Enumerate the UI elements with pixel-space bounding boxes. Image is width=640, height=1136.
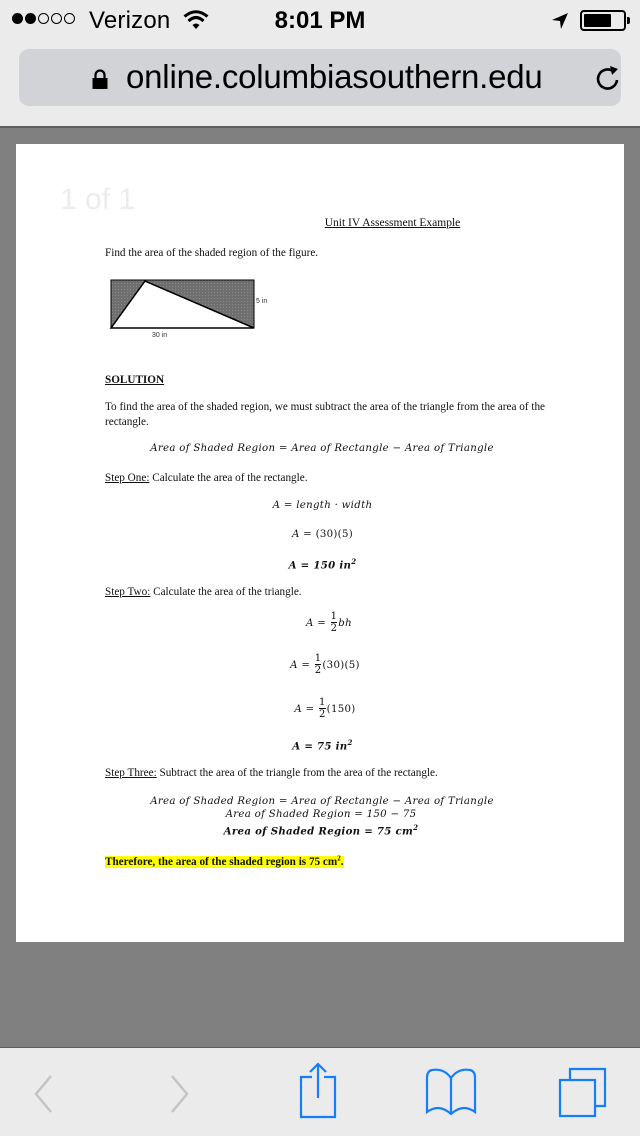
bookmarks-button[interactable]	[420, 1048, 480, 1136]
rect-area-result	[16, 557, 624, 571]
browser-toolbar	[0, 1047, 640, 1136]
step-one-label: Step One:	[105, 472, 150, 484]
tabs-icon	[557, 1066, 609, 1122]
problem-prompt: Find the area of the shaded region of the figure.	[105, 247, 319, 259]
eq-lhs: A = 150	[288, 559, 340, 572]
fraction-one-half: $\frac{1}{2}$	[330, 611, 338, 634]
solution-heading: SOLUTION	[105, 374, 165, 386]
eq-lhs: Area of Shaded Region = 75	[223, 825, 396, 838]
location-arrow-icon	[550, 11, 570, 31]
fraction-one-half: $\frac{1}{2}$	[314, 653, 322, 676]
eq-rhs: bh	[338, 618, 352, 629]
eq-exponent: 2	[351, 557, 357, 566]
height-label: 5 in	[256, 298, 268, 305]
highlighted-conclusion: Therefore, the area of the shaded region is 75 $cm^2$.	[105, 854, 344, 868]
rect-area-formula: A = length · width	[272, 500, 373, 511]
lock-icon	[91, 69, 109, 90]
shaded-region-figure	[106, 274, 306, 344]
page-indicator: 1 of 1	[60, 183, 136, 216]
url-text[interactable]: online.columbiasouthern.edu	[126, 58, 543, 95]
eq-rhs: (30)(5)	[322, 660, 360, 671]
solution-intro: To find the area of the shaded region, we must subtract the area of the triangle from the area of the rectangle.	[105, 401, 546, 428]
tabs-button[interactable]	[552, 1048, 612, 1136]
step-three-text: Subtract the area of the triangle from the area of the rectangle.	[156, 767, 438, 779]
final-result	[16, 821, 624, 838]
triangle-area-formula	[16, 612, 624, 634]
step-three	[105, 766, 545, 781]
forward-button[interactable]	[155, 1048, 215, 1136]
share-icon	[298, 1061, 338, 1121]
status-bar	[0, 0, 640, 40]
back-chevron-icon	[32, 1074, 56, 1114]
bookmarks-book-icon	[424, 1068, 478, 1116]
main-formula: Area of Shaded Region = Area of Rectangle − Area of Triangle	[150, 443, 494, 454]
pdf-viewer[interactable]	[0, 130, 640, 1047]
eq-unit: cm	[395, 825, 414, 838]
carrier-name: Verizon	[89, 7, 171, 34]
clock: 8:01 PM	[274, 7, 366, 34]
battery-icon	[580, 10, 626, 31]
step-one	[105, 471, 545, 486]
step-three-label: Step Three:	[105, 767, 157, 779]
back-button[interactable]	[20, 1048, 80, 1136]
triangle-area-simplify	[16, 698, 624, 720]
final-substitution: Area of Shaded Region = 150 − 75	[225, 809, 417, 820]
eq-lhs: A =	[294, 704, 318, 715]
forward-chevron-icon	[167, 1074, 191, 1114]
step-two-label: Step Two:	[105, 586, 151, 598]
eq-lhs: A = 75	[292, 740, 336, 753]
eq-exponent: 2	[413, 823, 419, 832]
eq-exponent: 2	[347, 738, 353, 747]
conclusion	[105, 851, 545, 869]
step-two	[105, 585, 545, 600]
width-label: 30 in	[152, 332, 168, 339]
pdf-page	[16, 144, 624, 942]
final-formula: Area of Shaded Region = Area of Rectangle − Area of Triangle	[150, 796, 494, 807]
eq-unit: in	[335, 740, 348, 753]
eq-lhs: A =	[306, 618, 330, 629]
address-bar[interactable]	[19, 49, 621, 106]
document-title: Unit IV Assessment Example	[324, 217, 461, 229]
fraction-one-half: $\frac{1}{2}$	[319, 697, 326, 720]
browser-nav-bar	[0, 40, 640, 128]
reload-icon[interactable]	[593, 63, 623, 93]
battery-tip	[627, 17, 630, 24]
eq-unit: in	[339, 559, 352, 572]
step-two-text: Calculate the area of the triangle.	[150, 586, 302, 598]
share-button[interactable]	[288, 1048, 348, 1136]
eq-lhs: A =	[290, 660, 314, 671]
eq-rhs: (150)	[326, 704, 356, 715]
battery-level	[584, 14, 611, 27]
eq-rhs: (30)(5)	[315, 529, 354, 540]
triangle-area-result	[16, 738, 624, 752]
rect-area-substitution	[16, 529, 624, 540]
eq-lhs: A =	[291, 529, 316, 540]
step-one-text: Calculate the area of the rectangle.	[149, 472, 308, 484]
triangle-area-substitution	[16, 654, 624, 676]
